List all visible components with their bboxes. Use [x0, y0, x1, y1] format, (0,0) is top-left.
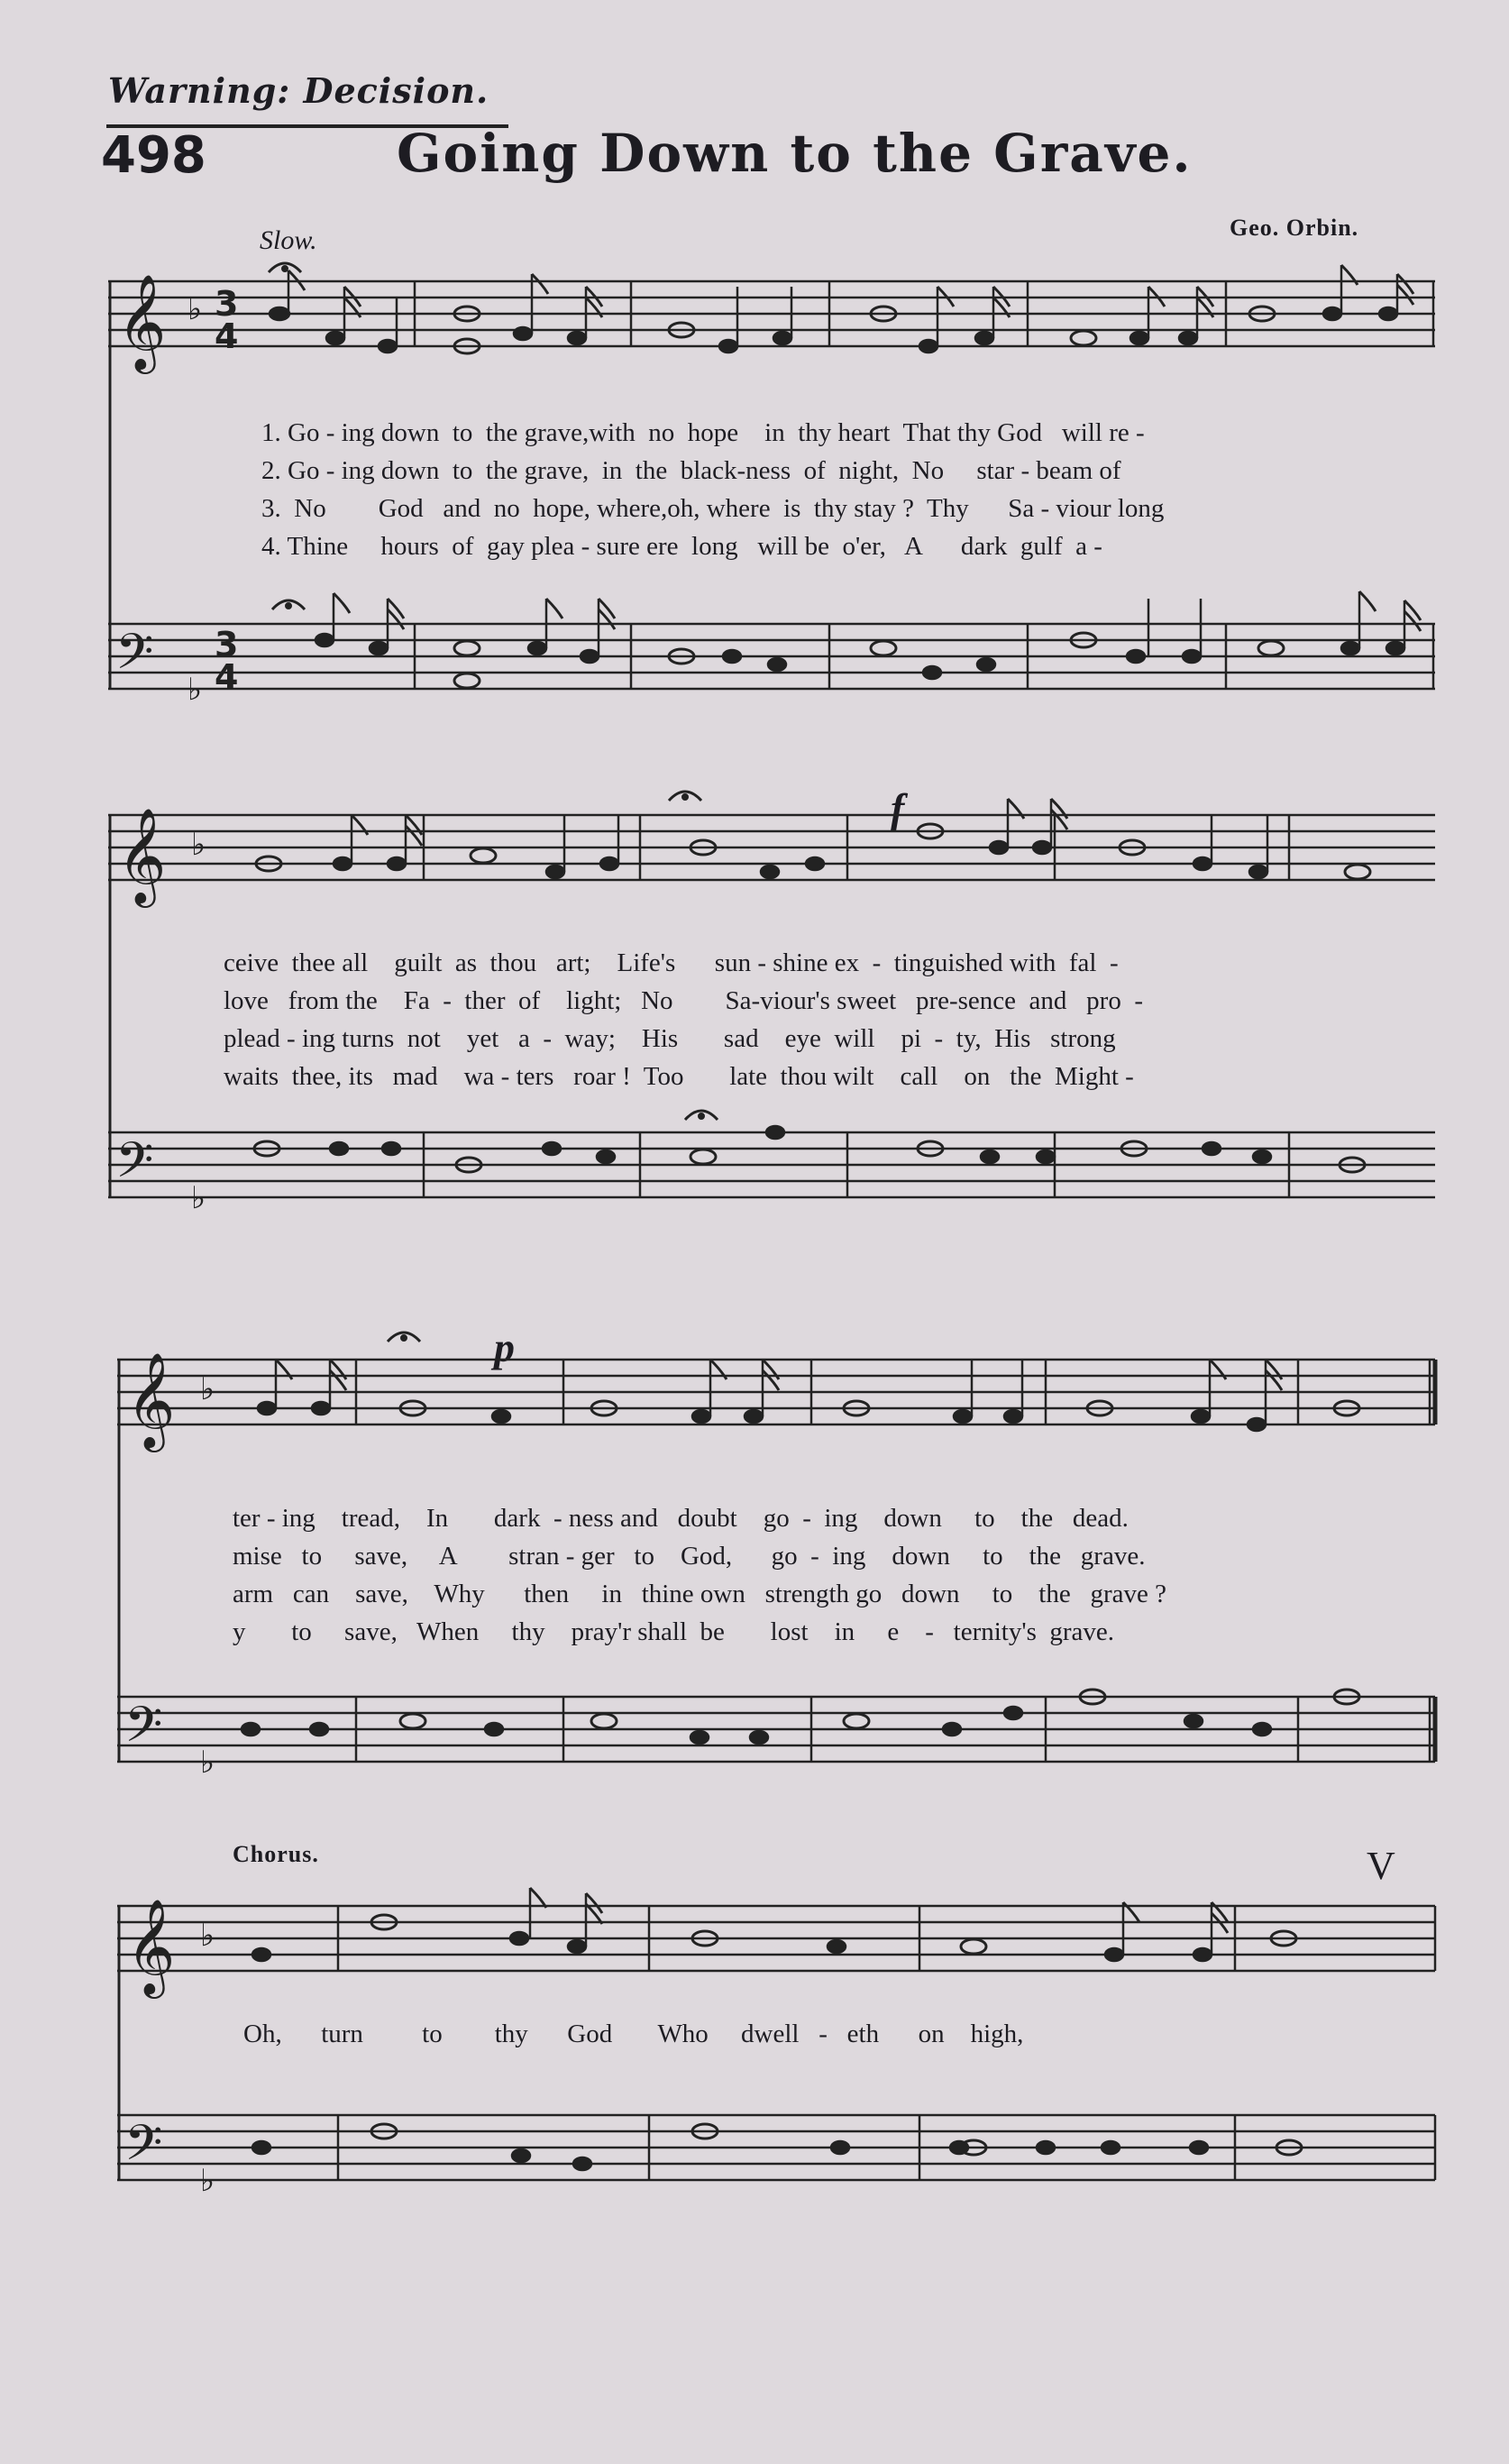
svg-text:3: 3: [215, 284, 239, 324]
svg-text:♭: ♭: [200, 1371, 215, 1407]
chorus-label: Chorus.: [233, 1841, 319, 1867]
svg-text:♭: ♭: [200, 1745, 215, 1781]
staff-system3-treble: [117, 1360, 1435, 1424]
svg-text:♭: ♭: [191, 1180, 206, 1216]
staff-chorus-treble: [117, 1906, 1435, 1971]
svg-text:𝄢: 𝄢: [115, 1131, 154, 1201]
staff-system1-treble: [108, 281, 1435, 346]
bass-clef: 𝄢: [115, 623, 154, 692]
staff-chorus-bass: [117, 2115, 1435, 2180]
lyric-system2-verse2: love from the Fa - ther of light; No Sa-viour's sweet pre-sence and pro -: [224, 986, 1143, 1015]
piano-marking: p: [494, 1324, 515, 1370]
svg-text:4: 4: [215, 316, 239, 356]
svg-text:♭: ♭: [187, 672, 203, 708]
lyric-system1-verse4: 4. Thine hours of gay plea - sure ere long will be o'er, A dark gulf a -: [261, 532, 1102, 561]
lyric-system3-verse4: y to save, When thy pray'r shall be lost in e - ternity's grave.: [233, 1617, 1115, 1646]
treble-clef: 𝄞: [117, 273, 167, 370]
forte-marking: f: [891, 785, 905, 831]
svg-text:♭: ♭: [191, 827, 206, 863]
noteheads: [242, 307, 1404, 2170]
tempo-marking: Slow.: [260, 225, 317, 255]
svg-text:4: 4: [215, 657, 239, 697]
lyric-system2-verse1: ceive thee all guilt as thou art; Life's sun - shine ex - tinguished with fal -: [224, 948, 1119, 977]
svg-text:♭: ♭: [187, 291, 203, 327]
lyric-system2-verse3: plead - ing turns not yet a - way; His sad eye will pi - ty, His strong: [224, 1024, 1116, 1053]
svg-text:𝄞: 𝄞: [126, 1898, 176, 1994]
lyric-system3-verse1: ter - ing tread, In dark - ness and doubt go - ing down to the dead.: [233, 1504, 1129, 1533]
lyric-system1-verse3: 3. No God and no hope, where,oh, where is thy stay ? Thy Sa - viour long: [261, 494, 1165, 523]
staff-system2-bass: [108, 1132, 1435, 1197]
lyric-system3-verse3: arm can save, Why then in thine own strength go down to the grave ?: [233, 1580, 1166, 1608]
staff-system1-bass: [108, 624, 1435, 689]
hymn-number: 498: [101, 126, 206, 185]
svg-text:𝄞: 𝄞: [126, 1351, 176, 1448]
svg-text:𝄢: 𝄢: [124, 1696, 163, 1765]
svg-text:𝄢: 𝄢: [124, 2114, 163, 2184]
svg-text:♭: ♭: [200, 1918, 215, 1954]
lyric-system2-verse4: waits thee, its mad wa - ters roar ! Too late thou wilt call on the Might -: [224, 1062, 1134, 1091]
composer: Geo. Orbin.: [1230, 215, 1359, 241]
breath-mark: V: [1367, 1844, 1395, 1888]
section-heading: Warning: Decision.: [108, 70, 489, 111]
lyric-chorus: Oh, turn to thy God Who dwell - eth on high,: [243, 2020, 1024, 2048]
lyric-system1-verse2: 2. Go - ing down to the grave, in the black-ness of night, No star - beam of: [261, 456, 1121, 485]
svg-text:♭: ♭: [200, 2163, 215, 2199]
svg-text:3: 3: [215, 625, 239, 664]
lyric-system3-verse2: mise to save, A stran - ger to God, go - ing down to the grave.: [233, 1542, 1146, 1571]
hymn-title: Going Down to the Grave.: [397, 123, 1193, 184]
svg-text:𝄞: 𝄞: [117, 807, 167, 903]
lyric-system1-verse1: 1. Go - ing down to the grave,with no hope in thy heart That thy God will re -: [261, 418, 1145, 447]
